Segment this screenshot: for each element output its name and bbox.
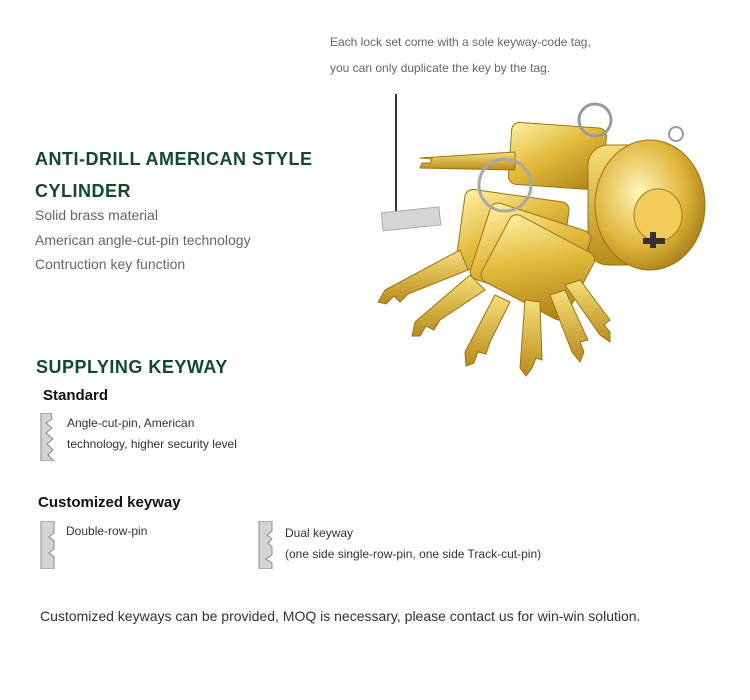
keyway-code-tag — [381, 207, 441, 231]
feature-item: Contruction key function — [35, 256, 186, 272]
feature-item: Solid brass material — [35, 207, 158, 223]
note-line-2: you can only duplicate the key by the tag. — [330, 61, 551, 75]
cylinder-and-keys-illustration — [360, 90, 740, 390]
dual-keyway-line-1: Dual keyway — [285, 526, 354, 540]
keyway-tag-note — [330, 29, 591, 81]
keyway-profile-icon — [258, 521, 274, 569]
footer-note: Customized keyways can be provided, MOQ is necessary, please contact us for win-win solution. — [40, 608, 641, 624]
standard-description — [67, 413, 237, 455]
feature-list — [35, 203, 251, 277]
keyway-section-title: SUPPLYING KEYWAY — [36, 357, 228, 377]
keyway-profile-icon — [40, 521, 56, 569]
product-title — [35, 143, 313, 207]
dual-keyway-line-2: (one side single-row-pin, one side Track-cut-pin) — [285, 547, 542, 561]
keyway-profile-icon — [40, 413, 56, 461]
feature-item: American angle-cut-pin technology — [35, 231, 251, 248]
standard-line-1: Angle-cut-pin, American — [67, 416, 195, 430]
product-title-line-1: ANTI-DRILL AMERICAN STYLE — [35, 149, 313, 169]
dual-keyway-description — [285, 523, 541, 565]
double-row-pin-label: Double-row-pin — [66, 524, 148, 538]
key-back — [420, 104, 611, 190]
note-line-1: Each lock set come with a sole keyway-code tag, — [330, 35, 591, 49]
key-bunch — [378, 159, 610, 376]
product-image — [360, 90, 740, 390]
standard-heading: Standard — [43, 387, 109, 404]
customized-heading: Customized keyway — [38, 494, 181, 511]
product-title-line-2: CYLINDER — [35, 181, 132, 201]
cylinder-body — [588, 127, 705, 270]
standard-line-2: technology, higher security level — [67, 437, 237, 451]
